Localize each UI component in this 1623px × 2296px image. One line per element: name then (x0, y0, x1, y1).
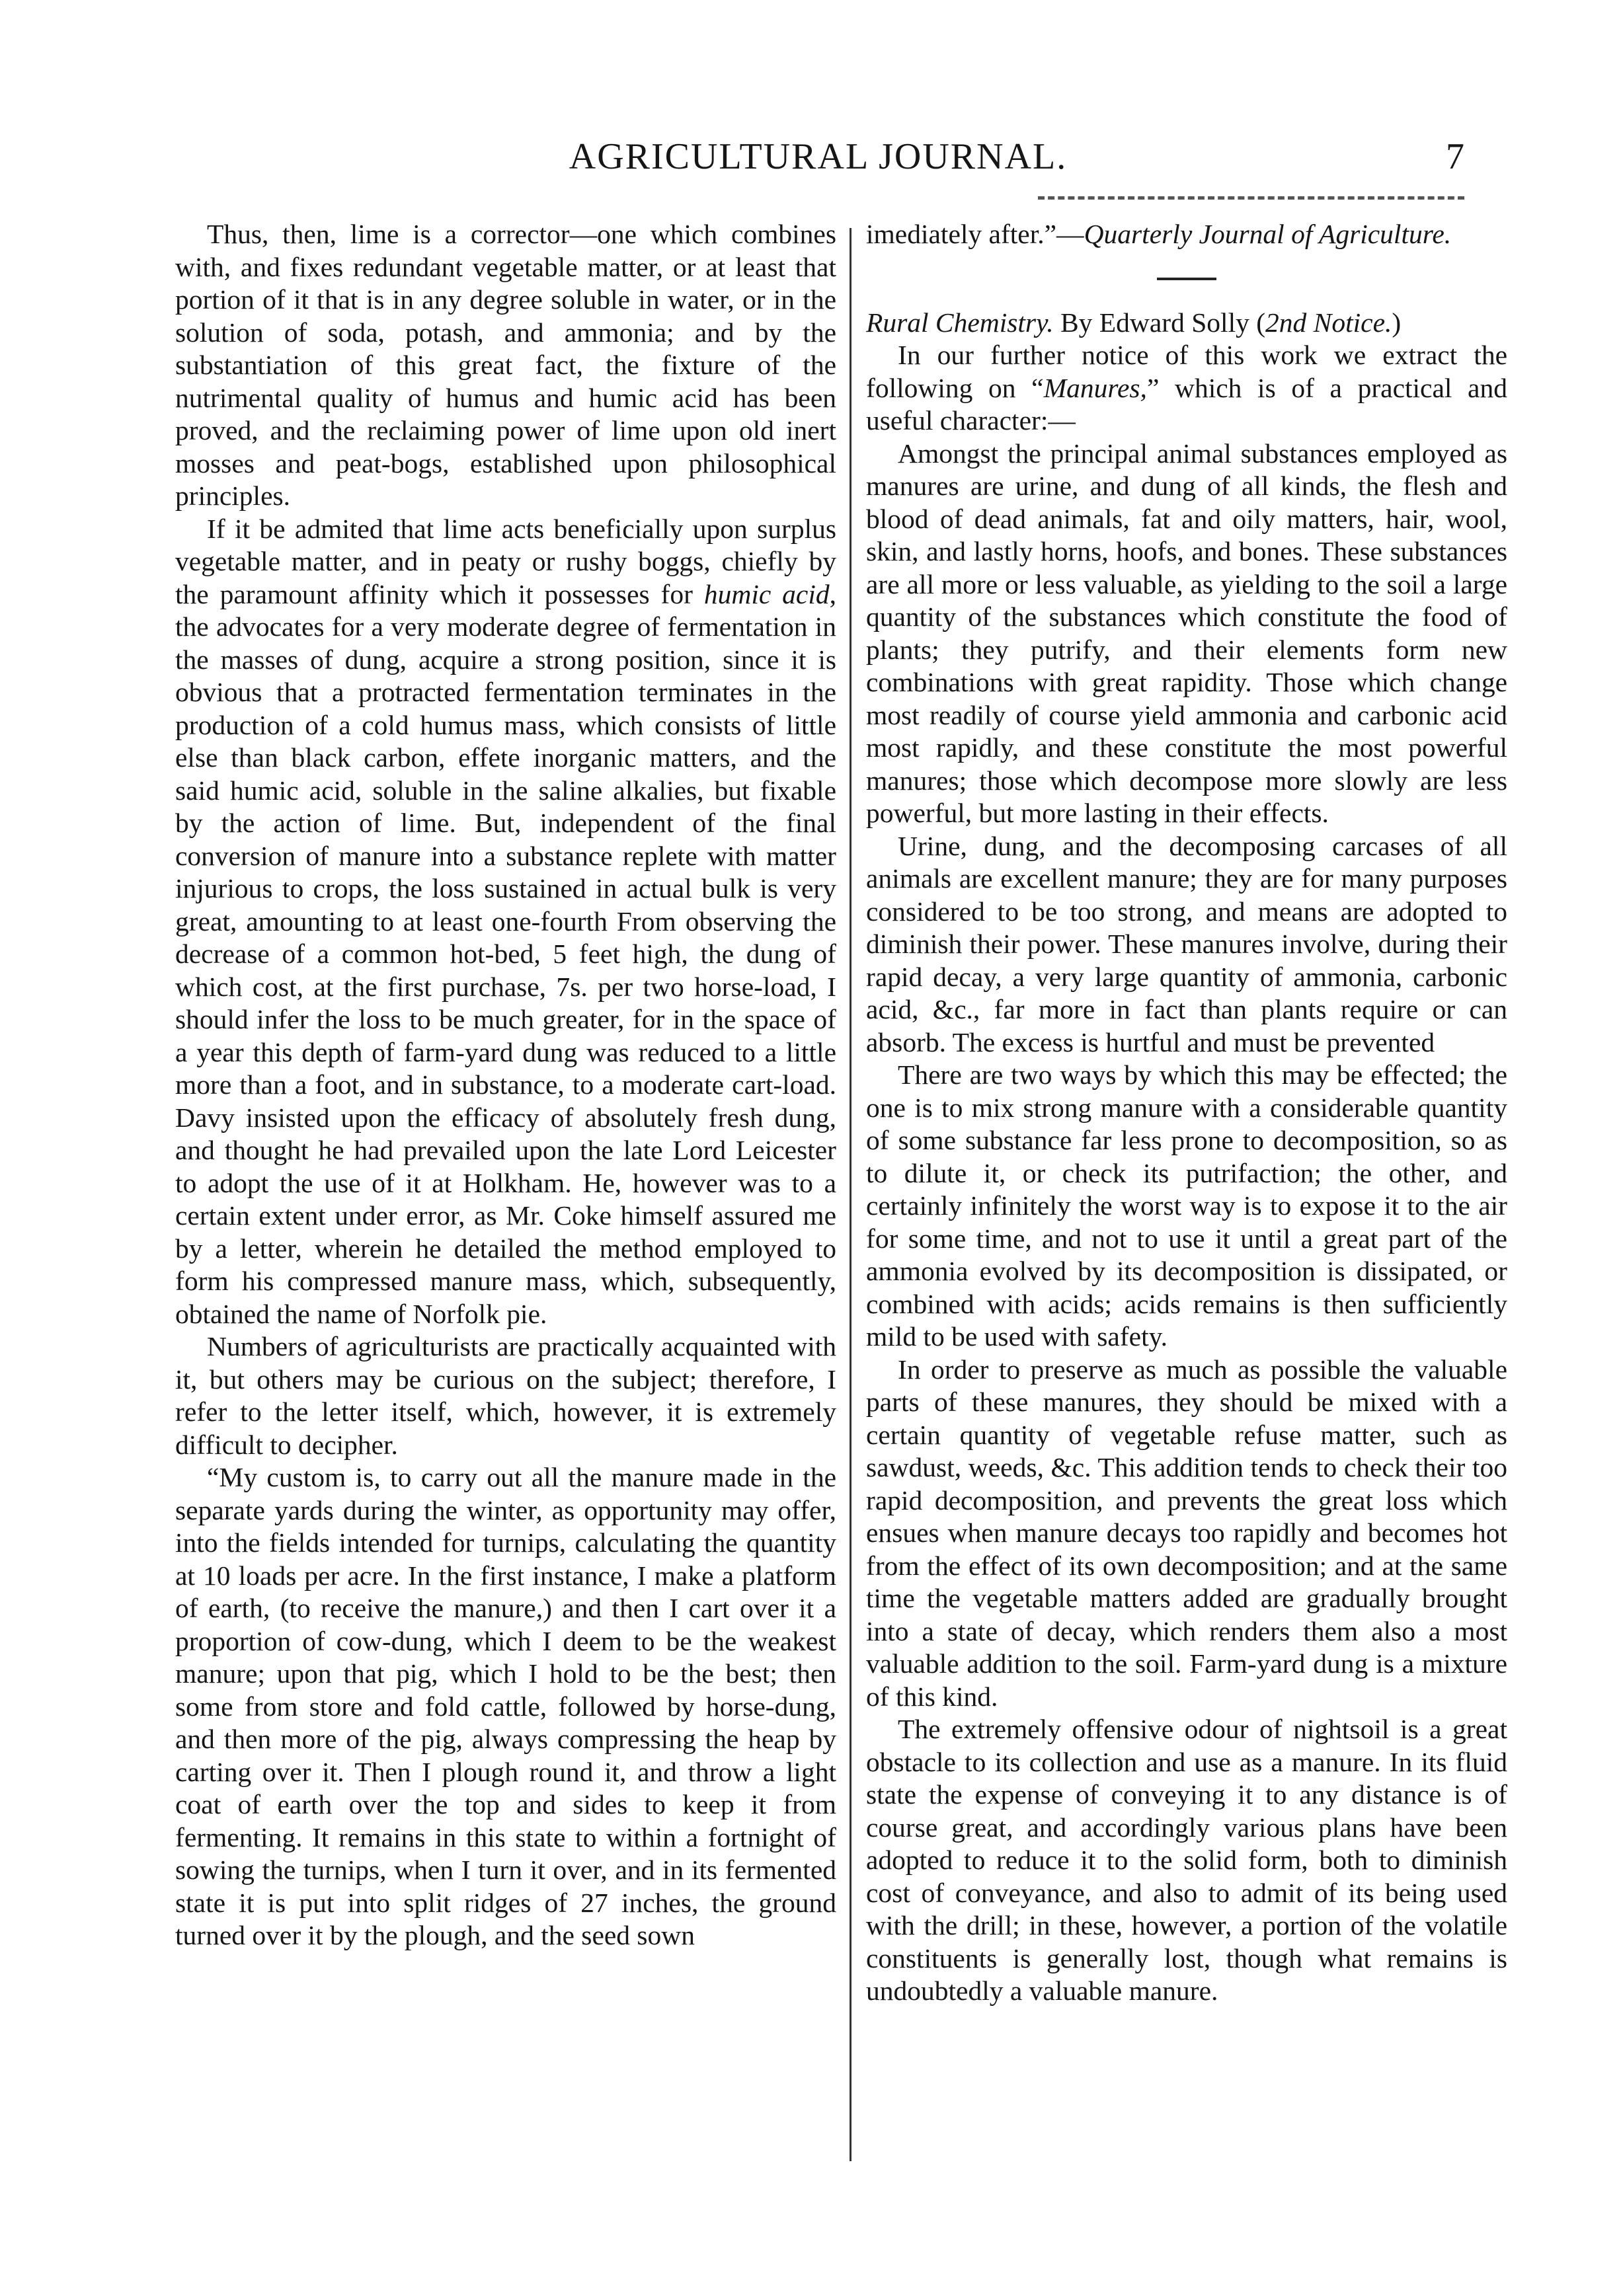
paragraph: In order to preserve as much as possible the valuable parts of these manures, they should be mixed with a certain quantity of vegetable refuse matter, such as sawdust, weeds, &c. This addition tends to check their too rapid decomposition, and prevents the great loss which ensues when manure decays too rapidly and becomes hot from the effect of its own decomposition; and at the same time the vegetable matters added are gradually brought into a state of decay, which renders them also a most valuable addition to the soil. Farm-yard dung is a mixture of this kind. (866, 1354, 1507, 1712)
page-header (172, 135, 1464, 188)
page-number: 7 (1446, 136, 1464, 177)
paragraph: Numbers of agriculturists are practically acquainted with it, but others may be curious on the subject; therefore, I refer to the letter itself, which, however, it is extremely difficult to decipher. (175, 1331, 836, 1460)
paragraph: Amongst the principal animal substances employed as manures are urine, and dung of all kinds, the flesh and blood of dead animals, fat and oily matters, hair, wool, skin, and lastly horns, hoofs, and bones. These substances are all more or less valuable, as yielding to the soil a large quantity of the substances which constitute the food of plants; they putrify, and their elements form new combinations with great rapidity. Those which change most readily of course yield ammonia and carbonic acid most rapidly, and these constitute the most powerful manures; those which decompose more slowly are less powerful, but more lasting in their effects. (866, 438, 1507, 828)
running-title: AGRICULTURAL JOURNAL. (569, 136, 1068, 177)
left-column (175, 218, 836, 1952)
paragraph: There are two ways by which this may be effected; the one is to mix strong manure with a considerable quantity of some substance far less prone to decomposition, so as to dilute it, or check its putrifaction; the other, and certainly infinitely the worst way is to expose it to the air for some time, and not to use it until a great part of the ammonia evolved by its decomposition is dissipated, or combined with acids; acids remains is then sufficiently mild to be used with safety. (866, 1059, 1507, 1352)
continuation-paragraph (866, 218, 1507, 251)
column-rule (850, 228, 851, 2161)
text-run: By Edward Solly ( (1053, 307, 1266, 338)
paragraph: Urine, dung, and the decomposing carcases of all animals are excellent manure; they are for many purposes considered to be too strong, and means are adopted to diminish their power. These manures involve, during their rapid decay, a very large quantity of ammonia, carbonic acid, &c., far more in fact than plants require or can absorb. The excess is hurtful and must be prevented (866, 830, 1507, 1057)
header-rule (1038, 196, 1464, 200)
source-citation: Quarterly Journal of Agriculture. (1084, 219, 1452, 249)
text-run: ” which is of a practical and useful character:— (866, 372, 1507, 436)
text-run: ) (1392, 307, 1402, 338)
italic-term: humic acid (703, 578, 830, 609)
paragraph: Thus, then, lime is a corrector—one which combines with, and fixes redundant vegetable matter, or at least that portion of it that is in any degree soluble in water, or in the solution of soda, potash, and ammonia; and by the substantiation of this great fact, the fixture of the nutrimental quality of humus and humic acid has been proved, and the reclaiming power of lime upon old inert mosses and peat-bogs, established upon philosophical principles. (175, 219, 836, 511)
italic-term: Manures, (1043, 372, 1147, 403)
text-run: If it be admited that lime acts beneficially upon surplus vegetable matter, and in peaty or rushy boggs, chiefly by the paramount affinity which it possesses for (175, 513, 836, 609)
paragraph: The extremely offensive odour of nightsoil is a great obstacle to its collection and use as a manure. In its fluid state the expense of conveying it to any distance is of course great, and accordingly various plans have been adopted to reduce it to the solid form, both to diminish cost of conveyance, and also to admit of its being used with the drill; in these, however, a portion of the volatile constituents is generally lost, though what remains is undoubtedly a valuable manure. (866, 1714, 1507, 2006)
paragraph (175, 513, 836, 1331)
paragraph (866, 339, 1507, 438)
notice-label: 2nd Notice. (1265, 307, 1392, 338)
review-heading (866, 307, 1507, 340)
book-title: Rural Chemistry. (866, 307, 1054, 338)
text-run: imediately after.”— (866, 219, 1084, 249)
text-run: In our further notice of this work we extract the following on “ (866, 340, 1507, 403)
text-run: , the advocates for a very moderate degree of fermentation in the masses of dung, acquire a strong position, since it is obvious that a protracted fermentation terminates in the production of a cold humus mass, which consists of little else than black carbon, effete inorganic matters, and the said humic acid, soluble in the saline alkalies, but fixable by the action of lime. But, independent of the final conversion of manure into a substance replete with matter injurious to crops, the loss sustained in actual bulk is very great, amounting to at least one-fourth From observing the decrease of a common hot-bed, 5 feet high, the dung of which cost, at the first purchase, 7s. per two horse-load, I should infer the loss to be much greater, for in the space of a year this depth of farm-yard dung was reduced to a little more than a foot, and in substance, to a moderate cart-load. Davy insisted upon the efficacy of absolutely fresh dung, and thought he had prevailed upon the late Lord Leicester to adopt the use of it at Holkham. He, however was to a certain extent under error, as Mr. Coke himself assured me by a letter, wherein he detailed the method employed to form his compressed manure mass, which, subsequently, obtained the name of Norfolk pie. (175, 578, 837, 1329)
quoted-letter: “My custom is, to carry out all the manure made in the separate yards during the winter, as opportunity may offer, into the fields intended for turnips, calculating the quantity at 10 loads per acre. In the first instance, I make a platform of earth, (to receive the manure,) and then I cart over it a proportion of cow-dung, which I deem to be the weakest manure; upon that pig, which I hold to be the best; then some from store and fold cattle, followed by horse-dung, and then more of the pig, always compressing the heap by carting over it. Then I plough round it, and throw a light coat of earth over the top and sides to keep it from fermenting. It remains in this state to within a fortnight of sowing the turnips, when I turn it over, and in its fermented state it is put into split ridges of 27 inches, the ground turned over it by the plough, and the seed sown (175, 1462, 836, 1950)
right-column (866, 218, 1507, 2008)
section-rule (1157, 278, 1216, 280)
